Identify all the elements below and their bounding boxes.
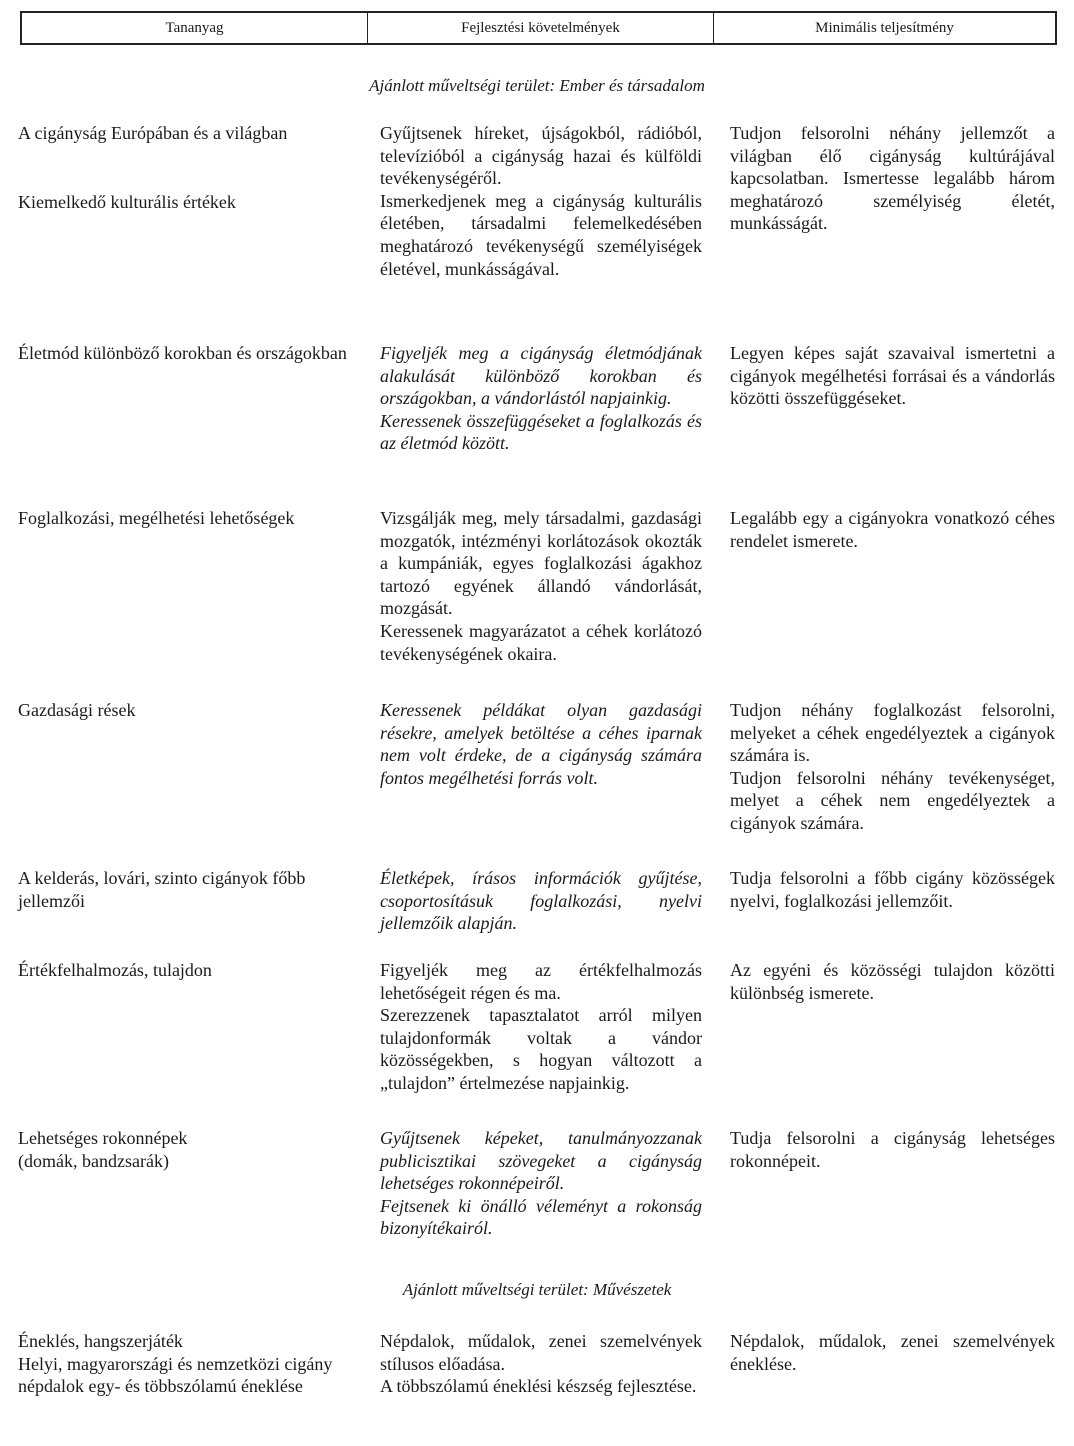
- minimum-cell: [730, 342, 1055, 410]
- minimum-text: Legyen képes saját szavaival ismertetni a cigányok megélhetési forrásai és a vándorlás közötti összefüggéseket.: [730, 343, 1055, 409]
- minimum-text: Az egyéni és közösségi tulajdon közötti különbség ismerete.: [730, 960, 1055, 1003]
- requirement-cell: [380, 1127, 702, 1240]
- topic-cell: [18, 342, 353, 365]
- topic-cell: [18, 867, 353, 912]
- requirement-cell: [380, 1330, 702, 1398]
- minimum-cell: [730, 507, 1055, 552]
- requirement-text: Keressenek példákat olyan gazdasági résekre, amelyek betöltése a céhes iparnak nem volt érdeke, de a cigányság számára fontos megélhetési forrás volt.: [380, 700, 702, 788]
- minimum-text: Népdalok, műdalok, zenei szemelvények éneklése.: [730, 1331, 1055, 1374]
- header-tananyag: Tananyag: [22, 13, 368, 43]
- minimum-cell: [730, 1330, 1055, 1375]
- minimum-text: Tudjon felsorolni néhány tevékenységet, melyet a céhek nem engedélyeztek a cigányok számára.: [730, 767, 1055, 833]
- requirement-text: Gyűjtsenek képeket, tanulmányozzanak publicisztikai szövegeket a cigányság lehetséges rokonnépeiről.: [380, 1128, 702, 1194]
- section-title-ember-es-tarsadalom: Ajánlott műveltségi terület: Ember és társadalom: [369, 76, 705, 95]
- topic-text: Lehetséges rokonnépek: [18, 1128, 188, 1148]
- requirement-cell: [380, 342, 702, 455]
- topic-cell: [18, 122, 353, 213]
- header-minimalis-teljesitmeny: Minimális teljesítmény: [815, 19, 954, 36]
- requirement-text: Keressenek magyarázatot a céhek korlátozó tevékenységének okaira.: [380, 620, 702, 664]
- topic-cell: [18, 699, 353, 722]
- topic-cell: [18, 1330, 353, 1398]
- minimum-text: Tudjon felsorolni néhány jellemzőt a világban élő cigányság kultúrájával kapcsolatban. Ismertesse legalább három meghatározó személyiség életét, munkásságát.: [730, 123, 1055, 234]
- topic-cell: [18, 507, 353, 530]
- requirement-text: Gyűjtsenek híreket, újságokból, rádióból, televízióból a cigányság hazai és külföldi tevékenységéről.: [380, 123, 702, 189]
- section-title-muveszetek: Ajánlott műveltségi terület: Művészetek: [402, 1280, 672, 1299]
- requirement-text: Népdalok, műdalok, zenei szemelvények stílusos előadása.: [380, 1331, 702, 1374]
- requirement-text: Figyeljék meg az értékfelhalmozás lehetőségeit régen és ma.: [380, 960, 702, 1003]
- minimum-cell: [730, 699, 1055, 835]
- minimum-text: Tudja felsorolni a cigányság lehetséges rokonnépeit.: [730, 1128, 1055, 1171]
- minimum-text: Tudjon néhány foglalkozást felsorolni, melyeket a céhek engedélyeztek a cigányok számára is.: [730, 700, 1055, 766]
- topic-text: Foglalkozási, megélhetési lehetőségek: [18, 508, 295, 528]
- topic-cell: [18, 959, 353, 982]
- requirement-text: Figyeljék meg a cigányság életmódjának alakulását különböző korokban és országokban, a vándorlástól napjainkig.: [380, 343, 702, 409]
- minimum-cell: [730, 959, 1055, 1004]
- minimum-text: Legalább egy a cigányokra vonatkozó céhes rendelet ismerete.: [730, 508, 1055, 551]
- requirement-text: Fejtsenek ki önálló véleményt a rokonság bizonyítékairól.: [380, 1195, 702, 1239]
- topic-text: Kiemelkedő kulturális értékek: [18, 191, 236, 212]
- requirement-cell: [380, 699, 702, 789]
- topic-text: Életmód különböző korokban és országokban: [18, 343, 347, 363]
- topic-cell: [18, 1127, 353, 1172]
- header-fejlesztesi-kovetelmenyek: Fejlesztési követelmények: [368, 13, 714, 43]
- table-header: [20, 11, 1057, 45]
- requirement-cell: [380, 867, 702, 935]
- topic-text: Gazdasági rések: [18, 700, 136, 720]
- requirement-text: Ismerkedjenek meg a cigányság kulturális életében, társadalmi felemelkedésében meghatározó tevékenységű személyiségek életével, munkásságával.: [380, 190, 702, 279]
- minimum-cell: [730, 1127, 1055, 1172]
- topic-text: Helyi, magyarországi és nemzetközi cigány népdalok egy- és többszólamú éneklése: [18, 1353, 333, 1397]
- topic-text: (domák, bandzsarák): [18, 1150, 169, 1171]
- requirement-text: Vizsgálják meg, mely társadalmi, gazdasági mozgatók, intézményi korlátozások okozták a kumpániák, egyes foglalkozási ágakhoz tartozó egyének állandó vándorlását, mozgását.: [380, 508, 702, 619]
- minimum-text: Tudja felsorolni a főbb cigány közösségek nyelvi, foglalkozási jellemzőit.: [730, 868, 1055, 911]
- requirement-text: A többszólamú éneklési készség fejlesztése.: [380, 1376, 697, 1397]
- requirement-text: Életképek, írásos információk gyűjtése, csoportosításuk foglalkozási, nyelvi jellemzőik alapján.: [380, 868, 702, 934]
- topic-text: Értékfelhalmozás, tulajdon: [18, 960, 212, 980]
- topic-text: A kelderás, lovári, szinto cigányok főbb jellemzői: [18, 868, 306, 911]
- requirement-cell: [380, 122, 702, 280]
- minimum-cell: [730, 122, 1055, 235]
- requirement-cell: [380, 959, 702, 1095]
- topic-text: A cigányság Európában és a világban: [18, 123, 288, 143]
- requirement-text: Szerezzenek tapasztalatot arról milyen tulajdonformák voltak a vándor közösségekben, s hogyan változott a „tulajdon” értelmezése napjainkig.: [380, 1005, 702, 1093]
- requirement-cell: [380, 507, 702, 665]
- requirement-text: Keressenek összefüggéseket a foglalkozás és az életmód között.: [380, 410, 702, 454]
- minimum-cell: [730, 867, 1055, 912]
- topic-text: Éneklés, hangszerjáték: [18, 1331, 183, 1351]
